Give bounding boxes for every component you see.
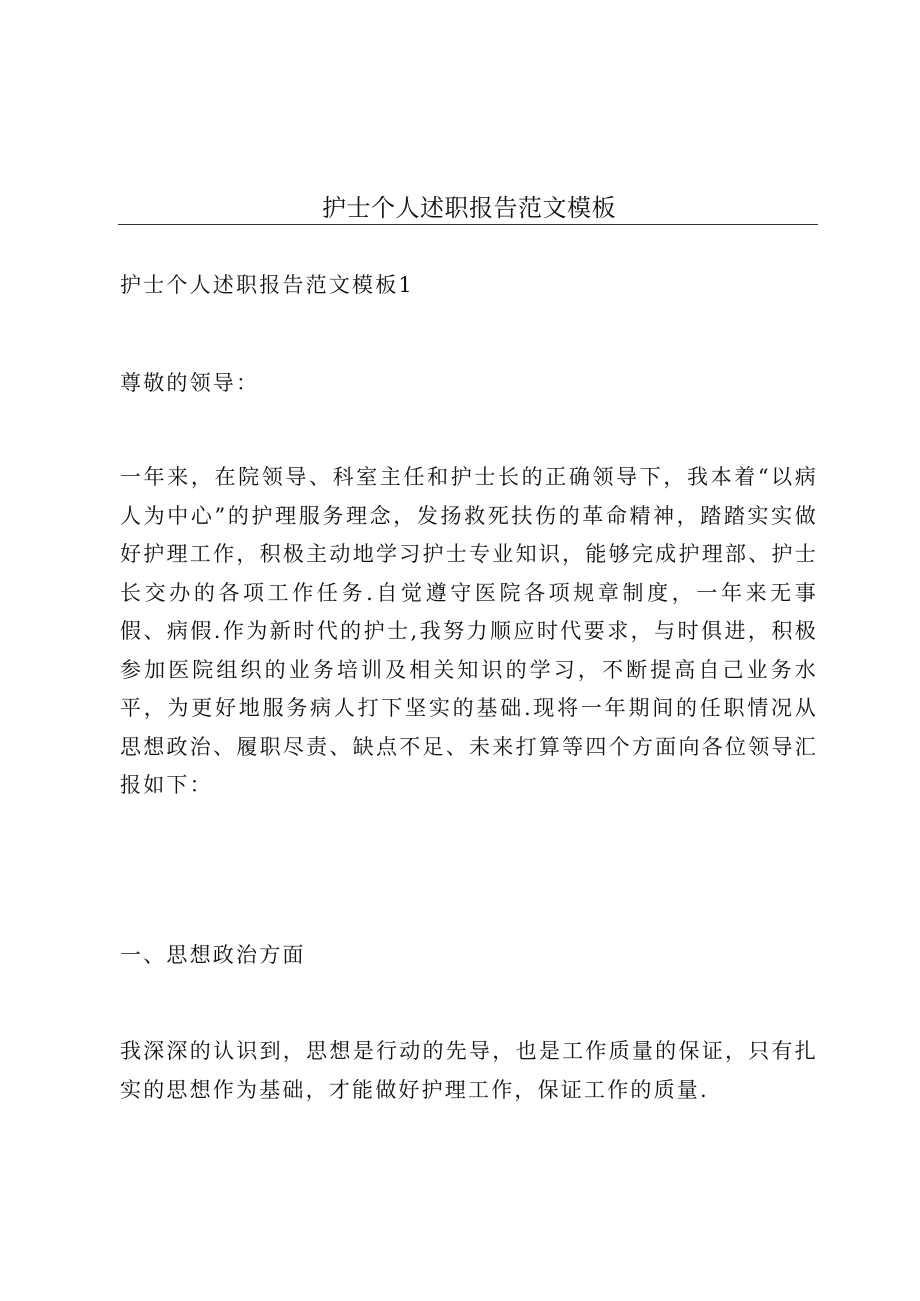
section-subtitle: 护士个人述职报告范文模板1 xyxy=(120,273,414,297)
section-heading: 一、思想政治方面 xyxy=(120,943,306,967)
document-title: 护士个人述职报告范文模板 xyxy=(322,194,616,222)
intro-paragraph: 一年来，在院领导、科室主任和护士长的正确领导下，我本着“以病人为中心”的护理服务理念，发扬救死扶伤的革命精神，踏踏实实做好护理工作，积极主动地学习护士专业知识，能够完成护理部、护士长交办的各项工作任务.自觉遵守医院各项规章制度，一年来无事假、病假.作为新时代的护士,我努力顺应时代要求，与时俱进，积极参加医院组织的业务培训及相关知识的学习，不断提高自己业务水平，为更好地服务病人打下坚实的基础.现将一年期间的任职情况从思想政治、履职尽责、缺点不足、未来打算等四个方面向各位领导汇报如下： xyxy=(120,465,818,797)
section-paragraph: 我深深的认识到，思想是行动的先导，也是工作质量的保证，只有扎实的思想作为基础，才能做好护理工作，保证工作的质量. xyxy=(120,1039,818,1102)
title-underline xyxy=(118,224,818,225)
greeting: 尊敬的领导： xyxy=(120,371,260,395)
